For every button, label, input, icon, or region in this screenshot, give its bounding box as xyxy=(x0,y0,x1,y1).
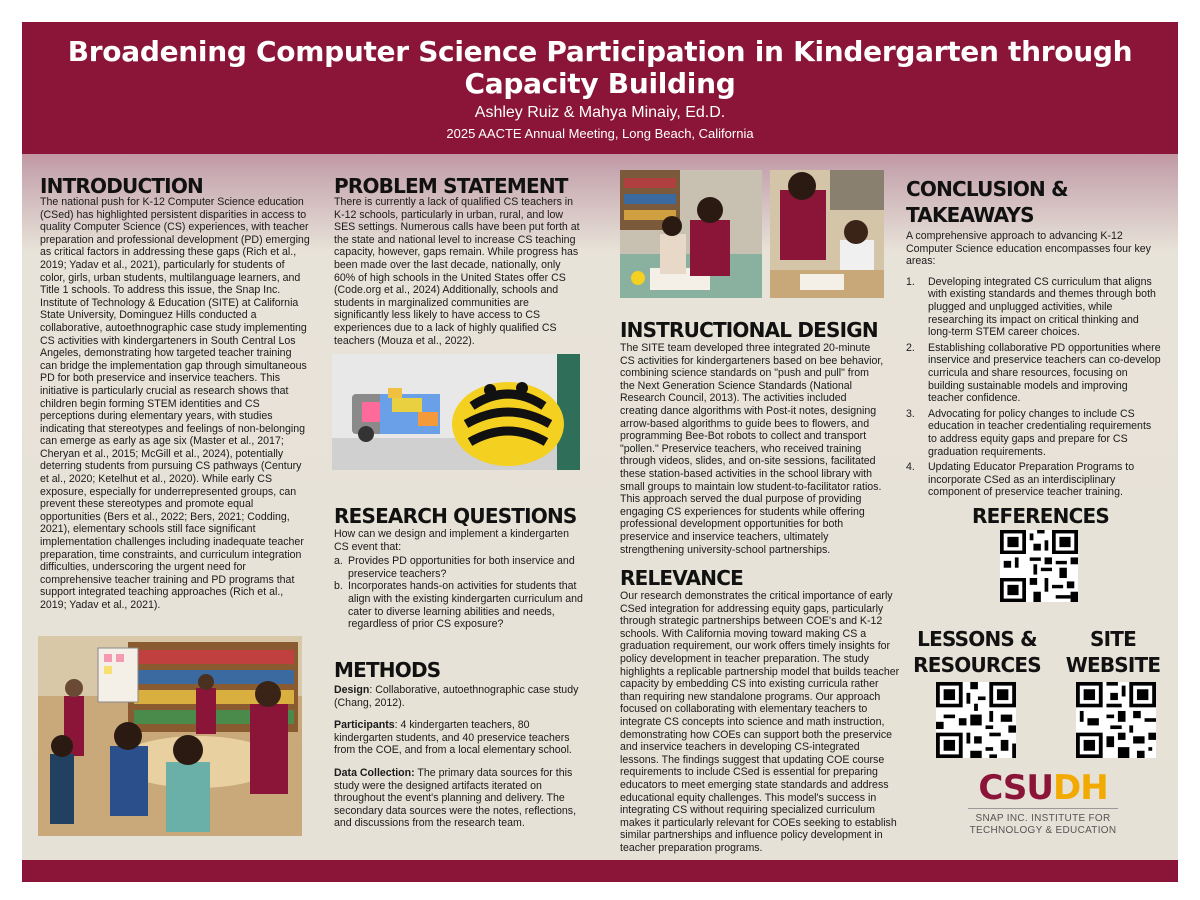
research-question-marker: a. xyxy=(334,555,343,568)
methods-data-text: The primary data sources for this study were the designed artifacts iterated on throughout the event's planning and delivery. The secondary data sources were the notes, reflections, and discussions from the research team. xyxy=(334,766,577,830)
poster-authors: Ashley Ruiz & Mahya Minaiy, Ed.D. xyxy=(474,104,726,121)
methods-participants-label: Participants xyxy=(334,719,395,732)
conclusion-marker: 2. xyxy=(906,341,915,354)
poster-meeting: 2025 AACTE Annual Meeting, Long Beach, California xyxy=(446,126,754,141)
institute-line1: SNAP INC. INSTITUTE FOR xyxy=(975,813,1111,824)
introduction-heading: INTRODUCTION xyxy=(40,174,203,198)
classroom-photo xyxy=(38,636,302,836)
problem-text xyxy=(334,196,584,347)
research-questions-intro: How can we design and implement a kindergarten CS event that: xyxy=(334,528,569,553)
institute-name xyxy=(968,813,1118,837)
conclusion-item-text: Establishing collaborative PD opportunities where inservice and preservice teachers can co-develop curricula and share resources, focusing on building sustainable models and improving teacher confidence. xyxy=(928,341,1161,405)
methods-design xyxy=(334,684,584,709)
poster-header xyxy=(22,22,1178,154)
methods-text xyxy=(334,684,584,830)
methods-participants-text: : 4 kindergarten teachers, 80 kindergarten students, and 40 preservice teachers from the COE, and from a local elementary school. xyxy=(334,719,572,757)
research-question-item xyxy=(334,580,584,630)
problem-heading: PROBLEM STATEMENT xyxy=(334,174,568,198)
institute-line2: TECHNOLOGY & EDUCATION xyxy=(969,825,1117,836)
research-questions-text xyxy=(334,528,584,631)
conclusion-item xyxy=(906,342,1162,405)
csudh-wordmark xyxy=(968,770,1118,806)
conclusion-item-text: Developing integrated CS curriculum that aligns with existing standards and themes through both plugged and unplugged activities, while researching its impact on critical thinking and long-term STEM career choices. xyxy=(928,275,1156,339)
poster-title: Broadening Computer Science Participation in Kindergarten through Capacity Building xyxy=(67,35,1133,100)
research-question-text: Incorporates hands-on activities for students that align with the existing kindergarten curriculum and cater to diverse learning abilities and needs, regardless of prior CS exposure? xyxy=(348,580,583,631)
research-question-text: Provides PD opportunities for both inservice and preservice teachers? xyxy=(348,555,575,580)
qr-code-icon xyxy=(1000,530,1078,602)
csudh-wordmark-dh: DH xyxy=(1053,768,1108,808)
site-website-qr-code[interactable] xyxy=(1076,682,1156,758)
lessons-qr-code[interactable] xyxy=(936,682,1016,758)
research-question-marker: b. xyxy=(334,580,343,593)
site-website-heading-line1: SITE xyxy=(1090,627,1136,651)
lessons-heading-line1: LESSONS & xyxy=(917,627,1037,651)
conclusion-list xyxy=(906,276,1162,499)
relevance-body: Our research demonstrates the critical importance of early CSed integration for addressing equity gaps, particularly through strategic partnerships between COE's and K-12 schools. With California moving toward making CS a graduation requirement, our work offers timely insights for policy development in teacher preparation. The study highlights a replicable partnership model that builds teacher capacity by embedding CS into existing curricula rather than requiring new standalone programs. Our approach focused on collaborating with elementary teachers to integrate CS concepts into science and math instruction, demonstrating how COEs can support both the preservice and inservice teachers in developing CS-integrated lessons. The findings suggest that updating COE course requirements to include CSed is essential for preparing educators to meet emerging state standards and address educational equity challenges. This model's success in integrating CS without requiring specialized curriculum makes it particularly relevant for COEs seeking to establish similar partnerships and influence policy development in teacher preparation programs. xyxy=(620,590,900,854)
activity-photo-1 xyxy=(620,170,762,298)
problem-body: There is currently a lack of qualified CS teachers in K-12 schools, particularly in urban, rural, and low SES settings. Numerous calls have been put forth at the state and national level to increase CS teaching capacity, however, gaps remain. While progress has been made over the last decade, nationally, only 60% of high schools in the United States offer CS (Code.org et al., 2024) Additionally, schools and students in marginalized communities are significantly less likely to have access to CS experiences due to a lack of highly qualified CS teachers (Mouza et al., 2022). xyxy=(334,196,580,347)
qr-code-icon xyxy=(936,682,1016,758)
relevance-text xyxy=(620,590,900,854)
conclusion-marker: 1. xyxy=(906,275,915,288)
csudh-wordmark-csu: CSU xyxy=(978,768,1053,808)
conclusion-item xyxy=(906,461,1162,499)
conclusion-intro: A comprehensive approach to advancing K-12 Computer Science education encompasses four key areas: xyxy=(906,230,1151,268)
lessons-heading xyxy=(912,626,1042,678)
instructional-design-body: The SITE team developed three integrated 20-minute CS activities for kindergarteners based on bee behavior, combining science standards on "push and pull" from the Next Generation Science Standards (National Research Council, 2013). The activities included creating dance algorithms with Post-it notes, designing arrow-based algorithms to guide bees to flowers, and programming Bee-Bot robots to collect and transport "pollen." Preservice teachers, who received training through videos, slides, and on-site sessions, facilitated these station-based activities in the school library with small groups to maintain low student-to-facilitator ratios. This approach served the dual purpose of providing engaging CS experiences for students while offering professional development opportunities for both preservice and inservice teachers, ultimately strengthening university-school partnerships. xyxy=(620,342,884,556)
conclusion-item xyxy=(906,276,1162,339)
conclusion-marker: 4. xyxy=(906,461,915,474)
methods-heading: METHODS xyxy=(334,658,441,682)
methods-participants xyxy=(334,719,584,757)
conclusion-marker: 3. xyxy=(906,407,915,420)
site-website-heading-line2: WEBSITE xyxy=(1065,653,1161,677)
poster xyxy=(22,22,1178,882)
photo-activity-icon xyxy=(770,170,884,298)
conclusion-text xyxy=(906,230,1162,499)
methods-data-label: Data Collection: xyxy=(334,766,415,779)
conclusion-item-text: Advocating for policy changes to include CS education in teacher credentialing requirements to address equity gaps and prepare for CS graduation requirements. xyxy=(928,407,1152,458)
methods-data-collection xyxy=(334,767,584,830)
methods-design-text: : Collaborative, autoethnographic case study (Chang, 2012). xyxy=(334,684,579,709)
relevance-heading: RELEVANCE xyxy=(620,566,743,590)
photo-classroom-icon xyxy=(38,636,302,836)
instructional-design-text xyxy=(620,342,886,556)
logo-divider xyxy=(968,808,1118,809)
poster-footer xyxy=(22,860,1178,882)
qr-code-icon xyxy=(1076,682,1156,758)
activity-photo-2 xyxy=(770,170,884,298)
photo-activity-icon xyxy=(620,170,762,298)
conclusion-item xyxy=(906,408,1162,458)
conclusion-heading: CONCLUSION & TAKEAWAYS xyxy=(906,177,1068,227)
research-question-item xyxy=(334,555,584,580)
conclusion-item-text: Updating Educator Preparation Programs to incorporate CSed as an interdisciplinary component of preservice teacher training. xyxy=(928,461,1135,499)
site-website-heading xyxy=(1058,626,1168,678)
introduction-body: The national push for K-12 Computer Science education (CSed) has highlighted persistent disparities in access to quality Computer Science (CS) experiences, with teacher preparation and professional development (PD) emerging as critical factors in addressing these gaps (Rich et al., 2019; Yadav et al., 2021), particularly for students of color, girls, urban students, multilanguage learners, and Title 1 schools. To address this issue, the Snap Inc. Institute of Technology & Education (SITE) at California State University, Dominguez Hills conducted a collaborative, autoethnographic case study implementing CS activities with kindergarteners in South Central Los Angeles, demonstrating how targeted teacher training can bridge the implementation gap through simultaneous PD for both preservice and inservice teachers. This initiative is particularly crucial as research shows that children begin forming STEM identities and CS perceptions during elementary years, with studies indicating that stereotypes and feelings of non-belonging can emerge as early as age six (Master et al., 2017; Cheryan et al., 2015; McGill et al., 2024), potentially deterring students from pursuing CS pathways (Century et al., 2020; Ketelhut et al., 2020). While early CS exposure, especially for underrepresented groups, can prevent these stereotypes and promote equal opportunities (Bers et al., 2022; Bers, 2021; Codding, 2021), elementary schools still face significant implementation challenges including inadequate teacher preparation, time constraints, and curriculum integration difficulties, underscoring the urgent need for comprehensive teacher training and PD programs that support integrated teaching approaches (Rich et al., 2019; Yadav et al., 2021). xyxy=(40,196,310,611)
references-heading: REFERENCES xyxy=(972,504,1109,528)
research-questions-list xyxy=(334,555,584,631)
instructional-design-heading: INSTRUCTIONAL DESIGN xyxy=(620,318,878,342)
csudh-logo xyxy=(968,770,1118,837)
research-questions-heading: RESEARCH QUESTIONS xyxy=(334,504,577,528)
lessons-heading-line2: RESOURCES xyxy=(913,653,1041,677)
methods-design-label: Design xyxy=(334,684,370,696)
introduction-text xyxy=(40,196,310,612)
references-qr-code[interactable] xyxy=(1000,530,1078,602)
bee-bot-photo xyxy=(332,354,580,470)
bee-bot-robot-icon xyxy=(332,354,580,470)
